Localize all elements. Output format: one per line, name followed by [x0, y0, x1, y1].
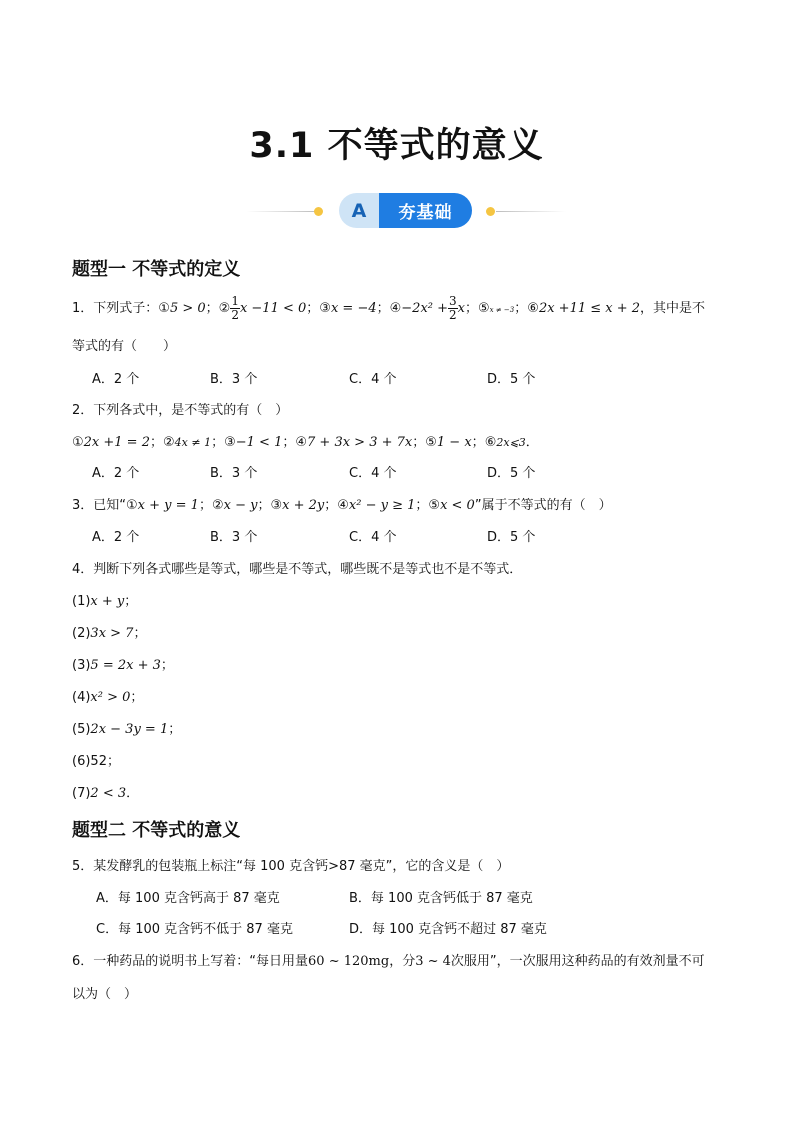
q2-t11: ； — [412, 435, 426, 450]
q4-sub-end: ； — [168, 722, 182, 737]
q4-sub-label: (2) — [72, 626, 91, 641]
q4-sub-end: ； — [130, 690, 144, 705]
q6-a: 6．一种药品的说明书上写着：“每日用量 — [72, 954, 309, 969]
q3-t10: x² − y ≥ 1 — [348, 498, 416, 513]
q4-sub-expr: 2 < 3 — [90, 786, 127, 801]
q1-e5: x ≠ −3 — [489, 306, 515, 314]
q6-m2: 3 ~ 4 — [415, 954, 451, 969]
q2-option-d: D．5 个 — [487, 466, 536, 481]
q3-t13: x < 0 — [440, 498, 475, 513]
q3-t0: ① — [126, 498, 138, 513]
q2-t7: −1 < 1 — [235, 435, 283, 450]
badge-right-dot — [486, 207, 495, 216]
q4-sub-label: (1) — [72, 594, 91, 609]
q2-t6: ③ — [224, 435, 236, 450]
q4-sub-end: ； — [124, 594, 138, 609]
q1-e3: x = −4 — [330, 301, 377, 316]
q4-sub-end: ； — [106, 754, 120, 769]
question-5: 5．某发酵乳的包装瓶上标注“每 100 克含钙>87 毫克”，它的含义是（ ） — [72, 859, 510, 874]
q1-i5: ⑤ — [478, 301, 490, 316]
q2-t0: ① — [72, 435, 84, 450]
q1-frac4-num: 3 — [449, 294, 457, 308]
q3-t6: ③ — [270, 498, 283, 513]
q3-t11: ； — [415, 498, 429, 513]
question-6-line-2: 以为（ ） — [72, 987, 138, 1002]
q1-frac2 — [230, 295, 240, 322]
q1-i4: ④ — [389, 301, 402, 316]
section-badge — [339, 193, 472, 228]
q3-option-c: C．4 个 — [349, 530, 397, 545]
q2-t3: ② — [163, 435, 175, 450]
q1-i6: ⑥ — [527, 301, 539, 316]
q3-prefix: 3．已知“ — [72, 498, 127, 513]
q1-i2: ② — [218, 301, 231, 316]
q2-t10: 7 + 3x > 3 + 7x — [307, 435, 413, 450]
q1-i3: ③ — [319, 301, 331, 316]
question-1 — [72, 295, 705, 322]
q2-t1: 2x +1 = 2 — [83, 435, 150, 450]
q3-option-b: B．3 个 — [210, 530, 258, 545]
q2-t5: ； — [211, 435, 225, 450]
q4-sub-label: (4) — [72, 690, 91, 705]
q4-sub-expr: x² > 0 — [90, 690, 131, 705]
q3-suffix: ”属于不等式的有（ ） — [474, 498, 612, 513]
q4-sub-label: (3) — [72, 658, 91, 673]
q6-c: 次服用”，一次服用这种药品的有效剂量不可 — [450, 954, 705, 969]
q2-t9: ④ — [295, 435, 308, 450]
q4-sub-3 — [72, 654, 174, 673]
q5-option-d: D．每 100 克含钙不超过 87 毫克 — [349, 922, 547, 937]
q2-t12: ⑤ — [425, 435, 437, 450]
q4-sub-label: (5) — [72, 722, 91, 737]
q1-sep3: ； — [376, 301, 390, 316]
q1-frac2-num: 1 — [231, 294, 239, 308]
q1-option-a: A．2 个 — [92, 372, 140, 387]
q1-frac4-den: 2 — [449, 308, 457, 322]
q2-t17: ． — [525, 435, 539, 450]
q5-option-b: B．每 100 克含钙低于 87 毫克 — [349, 891, 533, 906]
q1-e4: −2x² + — [401, 301, 449, 316]
q4-sub-4 — [72, 686, 143, 705]
section-heading-2: 题型二 不等式的意义 — [72, 820, 241, 841]
q4-sub-5 — [72, 718, 181, 737]
q3-t7: x + 2y — [282, 498, 325, 513]
q3-t8: ； — [324, 498, 338, 513]
q1-e1: 5 > 0 — [169, 301, 206, 316]
q4-sub-7 — [72, 782, 139, 801]
q4-sub-expr: 3x > 7 — [90, 626, 134, 641]
badge-left-dot — [314, 207, 323, 216]
q3-option-d: D．5 个 — [487, 530, 536, 545]
q2-option-b: B．3 个 — [210, 466, 258, 481]
q3-t9: ④ — [337, 498, 349, 513]
q1-i1: ① — [158, 301, 170, 316]
q1-frac4 — [448, 295, 458, 322]
badge-text: 夯基础 — [379, 193, 472, 228]
q1-e2: x −11 < 0 — [239, 301, 307, 316]
q1-sep5: ； — [514, 301, 528, 316]
q1-sep2: ； — [306, 301, 320, 316]
q4-sub-expr: x + y — [90, 594, 125, 609]
section-heading-1: 题型一 不等式的定义 — [72, 259, 241, 280]
q2-t13: 1 − x — [436, 435, 472, 450]
q1-sep1: ； — [205, 301, 219, 316]
q6-b: ，分 — [389, 954, 416, 969]
q1-e6: 2x +11 ≤ x + 2 — [538, 301, 641, 316]
q3-t3: ② — [211, 498, 224, 513]
q4-sub-end: ； — [133, 626, 147, 641]
q4-sub-6 — [72, 750, 120, 769]
q2-t16: 2x⩽3 — [496, 436, 526, 449]
question-2-items — [72, 431, 539, 450]
question-2: 2．下列各式中，是不等式的有（ ） — [72, 403, 289, 418]
q4-sub-expr: 2x − 3y = 1 — [90, 722, 169, 737]
q3-t12: ⑤ — [428, 498, 441, 513]
q2-t8: ； — [282, 435, 296, 450]
q4-sub-1 — [72, 590, 137, 609]
q5-option-c: C．每 100 克含钙不低于 87 毫克 — [96, 922, 293, 937]
badge-left-line — [246, 211, 316, 212]
q3-t1: x + y = 1 — [137, 498, 199, 513]
q4-sub-label: (6) — [72, 754, 91, 769]
q1-frac2-den: 2 — [231, 308, 239, 322]
question-1-line-2: 等式的有（ ） — [72, 339, 177, 354]
q2-t15: ⑥ — [484, 435, 497, 450]
q2-t2: ； — [149, 435, 163, 450]
q6-m1: 60 ~ 120mg — [308, 954, 390, 969]
q3-option-a: A．2 个 — [92, 530, 140, 545]
q5-option-a: A．每 100 克含钙高于 87 毫克 — [96, 891, 280, 906]
question-6 — [72, 950, 705, 969]
q4-sub-end: ． — [126, 786, 140, 801]
q4-sub-expr: 52 — [90, 754, 107, 769]
q4-sub-label: (7) — [72, 786, 91, 801]
badge-letter: A — [339, 193, 379, 228]
q4-sub-end: ； — [160, 658, 174, 673]
q4-sub-expr: 5 = 2x + 3 — [90, 658, 161, 673]
page-title: 3.1 不等式的意义 — [249, 126, 544, 166]
question-3 — [72, 494, 612, 513]
question-4: 4．判断下列各式哪些是等式，哪些是不等式，哪些既不是等式也不是不等式． — [72, 562, 523, 577]
q2-option-c: C．4 个 — [349, 466, 397, 481]
q3-t4: x − y — [223, 498, 258, 513]
q1-option-d: D．5 个 — [487, 372, 536, 387]
q1-e4b: x — [457, 301, 465, 316]
q2-t4: 4x ≠ 1 — [174, 436, 212, 449]
q1-sep4: ； — [465, 301, 479, 316]
q1-suffix: ，其中是不 — [640, 301, 706, 316]
q1-option-c: C．4 个 — [349, 372, 397, 387]
q2-option-a: A．2 个 — [92, 466, 140, 481]
q3-t5: ； — [257, 498, 271, 513]
q4-sub-2 — [72, 622, 146, 641]
q1-prefix: 1．下列式子： — [72, 301, 159, 316]
q2-t14: ； — [471, 435, 485, 450]
q1-option-b: B．3 个 — [210, 372, 258, 387]
badge-right-line — [496, 211, 566, 212]
q3-t2: ； — [198, 498, 212, 513]
